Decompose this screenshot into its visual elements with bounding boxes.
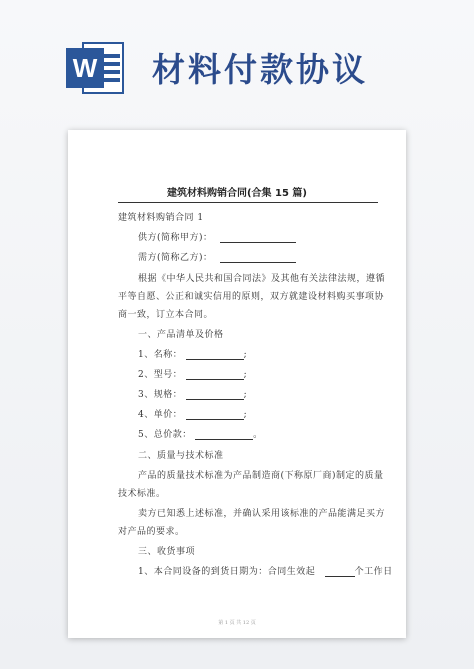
- item-label: 2、型号：: [138, 370, 183, 380]
- item-blank[interactable]: [195, 430, 253, 440]
- paragraph-line: 根据《中华人民共和国合同法》及其他有关法律法规，遵循: [138, 274, 386, 284]
- paragraph-line: 产品的质量技术标准为产品制造商(下称原厂商)制定的质量: [138, 471, 384, 481]
- paragraph-line: 平等自愿、公正和诚实信用的原则，双方就建设材料购买事项协: [118, 292, 385, 302]
- item-label: 4、单价：: [138, 410, 183, 420]
- section-heading: 二、质量与技术标准: [138, 451, 224, 461]
- section-heading: 一、产品清单及价格: [138, 330, 224, 340]
- paragraph-line: 商一致，订立本合同。: [118, 310, 214, 320]
- item-blank[interactable]: [186, 410, 244, 420]
- buyer-label: 需方(简称乙方)：: [138, 253, 213, 263]
- header: [0, 0, 474, 130]
- delivery-unit: 个工作日: [354, 567, 393, 577]
- section-heading: 建筑材料购销合同 1: [118, 213, 204, 223]
- word-document-icon: [66, 42, 124, 94]
- buyer-line: [138, 250, 296, 263]
- title-rule: [118, 202, 378, 203]
- item-blank[interactable]: [186, 390, 244, 400]
- item-label: 1、名称：: [138, 350, 183, 360]
- item-blank[interactable]: [186, 370, 244, 380]
- paragraph-line: 技术标准。: [118, 489, 166, 499]
- delivery-line: [138, 564, 393, 577]
- page-title: 材料付款协议: [152, 50, 368, 89]
- item-blank[interactable]: [186, 350, 244, 360]
- item-label: 5、总价款：: [138, 430, 192, 440]
- page-footer: 第 1 页 共 12 页: [218, 620, 256, 626]
- item-line: 3、规格： ;: [138, 390, 248, 400]
- item-line: 5、总价款： 。: [138, 430, 263, 440]
- supplier-label: 供方(简称甲方)：: [138, 233, 213, 243]
- supplier-line: [138, 230, 296, 243]
- delivery-label: 1、本合同设备的到货日期为：合同生效起: [138, 567, 316, 577]
- delivery-days-blank[interactable]: [325, 567, 355, 577]
- document-title: 建筑材料购销合同(合集 15 篇): [166, 188, 308, 199]
- word-badge: W: [66, 48, 104, 88]
- item-line: 4、单价： ;: [138, 410, 248, 420]
- paragraph-line: 对产品的要求。: [118, 527, 185, 537]
- document-page: [68, 130, 406, 638]
- item-line: 1、名称： ;: [138, 350, 248, 360]
- buyer-blank[interactable]: [220, 253, 296, 263]
- item-line: 2、型号： ;: [138, 370, 248, 380]
- paragraph-line: 卖方已知悉上述标准，并确认采用该标准的产品能满足买方: [138, 509, 386, 519]
- item-label: 3、规格：: [138, 390, 183, 400]
- supplier-blank[interactable]: [220, 233, 296, 243]
- section-heading: 三、收货事项: [138, 547, 196, 557]
